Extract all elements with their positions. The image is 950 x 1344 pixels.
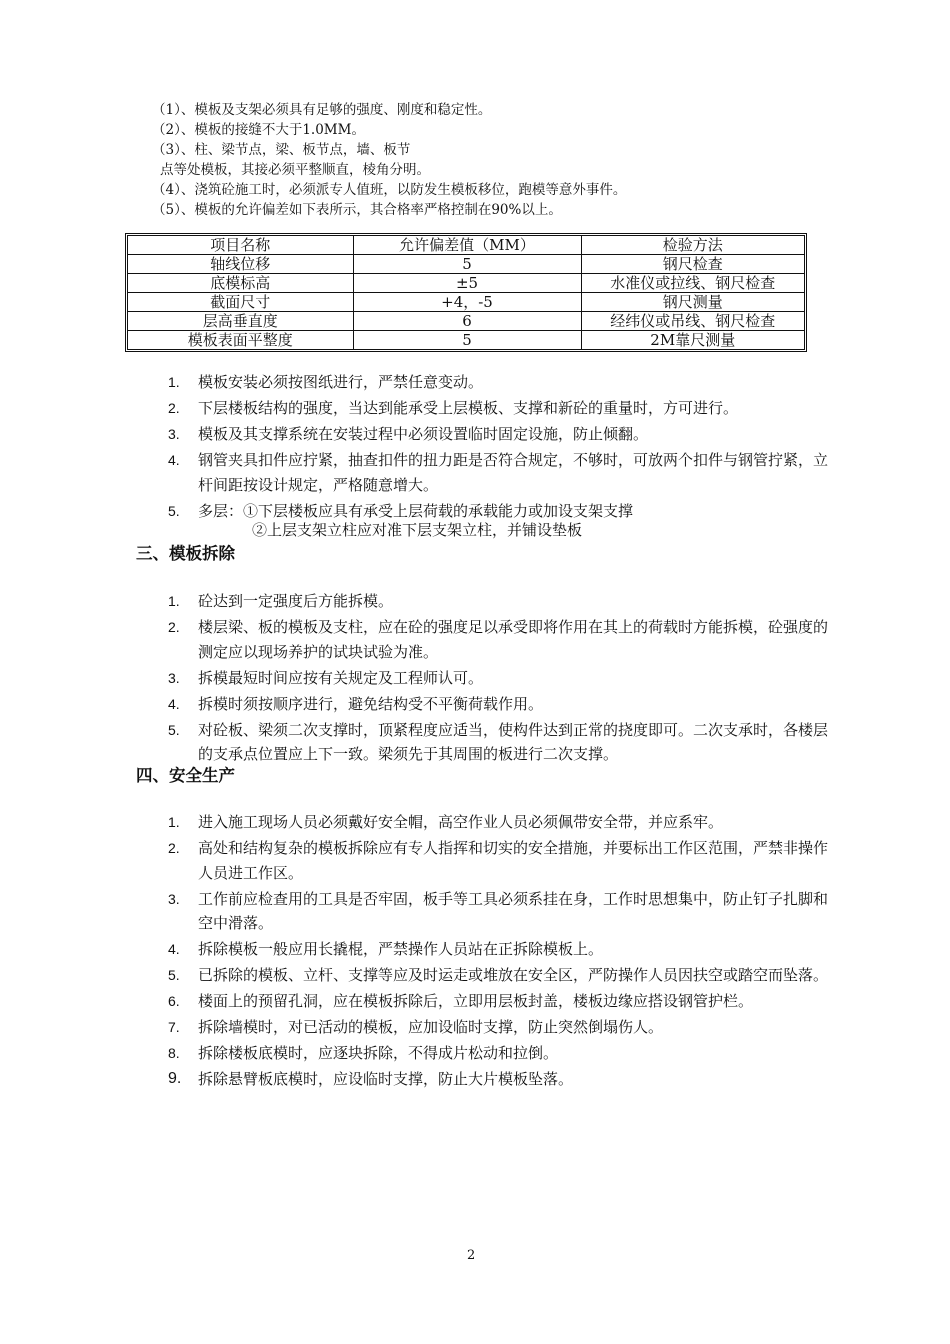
- table-cell: ±5: [353, 274, 581, 293]
- list-number: 4.: [168, 941, 180, 957]
- list-item: [168, 666, 828, 691]
- table-cell: 2M靠尺测量: [581, 331, 804, 350]
- list-item: [168, 396, 828, 421]
- list-item: [168, 810, 828, 835]
- table-cell: 6: [353, 312, 581, 331]
- list-item: [168, 963, 828, 988]
- list-number: 6.: [168, 993, 180, 1009]
- list-item: [168, 718, 828, 767]
- list-number: 1.: [168, 814, 180, 830]
- list-text: 楼层梁、板的模板及支柱，应在砼的强度足以承受即将作用在其上的荷载时方能拆模，砼强度的测定应以现场养护的试块试验为准。: [198, 618, 829, 661]
- list-text: 砼达到一定强度后方能拆模。: [198, 592, 394, 610]
- list-number: 8.: [168, 1045, 180, 1061]
- requirement-line: （3）、柱、梁节点，梁、板节点，墙、板节: [152, 142, 411, 158]
- list-number: 5.: [168, 967, 180, 983]
- removal-list: [168, 589, 828, 768]
- requirement-line: 点等处模板，其接必须平整顺直，棱角分明。: [160, 162, 430, 178]
- list-item: [168, 422, 828, 447]
- tolerance-table: [125, 233, 807, 352]
- list-number: 4.: [168, 452, 180, 468]
- list-number: 1.: [168, 374, 180, 390]
- list-item: [168, 989, 828, 1014]
- list-number: 9.: [168, 1070, 182, 1087]
- list-number: 3.: [168, 426, 180, 442]
- list-number: 3.: [168, 890, 180, 907]
- table-cell: 钢尺检查: [581, 255, 804, 274]
- list-text: 进入施工现场人员必须戴好安全帽，高空作业人员必须佩带安全带，并应系牢。: [198, 813, 724, 831]
- table-row: [128, 255, 804, 274]
- table-cell: 模板表面平整度: [128, 331, 353, 350]
- table-cell: 层高垂直度: [128, 312, 353, 331]
- table-row: [128, 331, 804, 350]
- list-item: [168, 937, 828, 962]
- section-title-formwork-removal: 三、模板拆除: [136, 544, 235, 563]
- list-text: 拆除楼板底模时，应逐块拆除，不得成片松动和拉倒。: [198, 1044, 559, 1062]
- table-cell: 轴线位移: [128, 255, 353, 274]
- list-number: 2.: [168, 619, 180, 635]
- table-cell: 水准仪或拉线、钢尺检查: [581, 274, 804, 293]
- list-number: 4.: [168, 695, 180, 712]
- list-text: 多层：①下层楼板应具有承受上层荷载的承载能力或加设支架支撑: [198, 501, 634, 520]
- table-cell: +4，-5: [353, 293, 581, 312]
- table-header-cell: 允许偏差值（MM）: [353, 236, 581, 255]
- list-number: 7.: [168, 1019, 180, 1035]
- list-text: 对砼板、梁须二次支撑时，顶紧程度应适当，使构件达到正常的挠度即可。二次支承时，各楼层的支承点位置应上下一致。梁须先于其周围的板进行二次支撑。: [198, 720, 829, 763]
- page-number: 2: [467, 1248, 476, 1263]
- table-header-cell: 检验方法: [581, 236, 804, 255]
- table-cell: 5: [353, 331, 581, 350]
- list-number: 1.: [168, 593, 180, 609]
- table-cell: 底模标高: [128, 274, 353, 293]
- list-text: 钢管夹具扣件应拧紧，抽查扣件的扭力距是否符合规定，不够时，可放两个扣件与钢管拧紧，立杆间距按设计规定，严格随意增大。: [198, 451, 829, 494]
- requirement-line: （4）、浇筑砼施工时，必须派专人值班，以防发生模板移位，跑模等意外事件。: [152, 182, 627, 198]
- safety-list: [168, 810, 828, 1093]
- section-title-safety: 四、安全生产: [136, 766, 235, 785]
- list-item: [168, 448, 828, 497]
- list-text: 拆除墙模时，对已活动的模板，应加设临时支撑，防止突然倒塌伤人。: [198, 1018, 664, 1036]
- list-number: 2.: [168, 400, 180, 416]
- requirements-block: [152, 100, 852, 220]
- list-text: 拆模时须按顺序进行，避免结构受不平衡荷载作用。: [198, 694, 544, 713]
- list-number: 5.: [168, 721, 180, 738]
- list-sub-item: ②上层支架立柱应对准下层支架立柱，并铺设垫板: [252, 521, 583, 539]
- list-item: [168, 615, 828, 664]
- list-item: [168, 887, 828, 936]
- table-header-cell: 项目名称: [128, 236, 353, 255]
- list-text: 模板及其支撑系统在安装过程中必须设置临时固定设施，防止倾翻。: [198, 425, 649, 443]
- list-item: [168, 836, 828, 885]
- list-text: 拆除模板一般应用长撬棍，严禁操作人员站在正拆除模板上。: [198, 940, 604, 958]
- list-number: 5.: [168, 502, 180, 519]
- list-number: 2.: [168, 840, 180, 856]
- list-text: 下层楼板结构的强度，当达到能承受上层模板、支撑和新砼的重量时，方可进行。: [198, 399, 739, 417]
- table-header-row: [128, 236, 804, 255]
- list-item: [168, 1015, 828, 1040]
- list-item: [168, 370, 828, 395]
- list-text: 拆除悬臂板底模时，应设临时支撑，防止大片模板坠落。: [198, 1070, 574, 1088]
- list-text: 已拆除的模板、立杆、支撑等应及时运走或堆放在安全区，严防操作人员因扶空或踏空而坠落。: [198, 966, 829, 984]
- list-text: 模板安装必须按图纸进行，严禁任意变动。: [198, 373, 484, 391]
- table-row: [128, 293, 804, 312]
- list-text: 工作前应检查用的工具是否牢固，板手等工具必须系挂在身，工作时思想集中，防止钉子扎脚和空中滑落。: [198, 889, 829, 932]
- list-text: 楼面上的预留孔洞，应在模板拆除后，立即用层板封盖，楼板边缘应搭设钢管护栏。: [198, 992, 754, 1010]
- list-text: 高处和结构复杂的模板拆除应有专人指挥和切实的安全措施，并要标出工作区范围，严禁非操作人员进工作区。: [198, 839, 829, 882]
- requirement-line: （2）、模板的接缝不大于1.0MM。: [152, 122, 365, 138]
- list-text: 拆模最短时间应按有关规定及工程师认可。: [198, 668, 484, 687]
- list-number: 3.: [168, 669, 180, 686]
- table-cell: 经纬仪或吊线、钢尺检查: [581, 312, 804, 331]
- requirement-line: （1）、模板及支架必须具有足够的强度、刚度和稳定性。: [152, 102, 492, 118]
- list-item: [168, 1041, 828, 1066]
- table-row: [128, 274, 804, 293]
- table-row: [128, 312, 804, 331]
- table-cell: 截面尺寸: [128, 293, 353, 312]
- requirement-line: （5）、模板的允许偏差如下表所示，其合格率严格控制在90%以上。: [152, 202, 562, 218]
- list-item: [168, 589, 828, 614]
- installation-list: [168, 370, 828, 525]
- list-item: [168, 692, 828, 717]
- table-cell: 5: [353, 255, 581, 274]
- list-item: [168, 1067, 828, 1092]
- table-cell: 钢尺测量: [581, 293, 804, 312]
